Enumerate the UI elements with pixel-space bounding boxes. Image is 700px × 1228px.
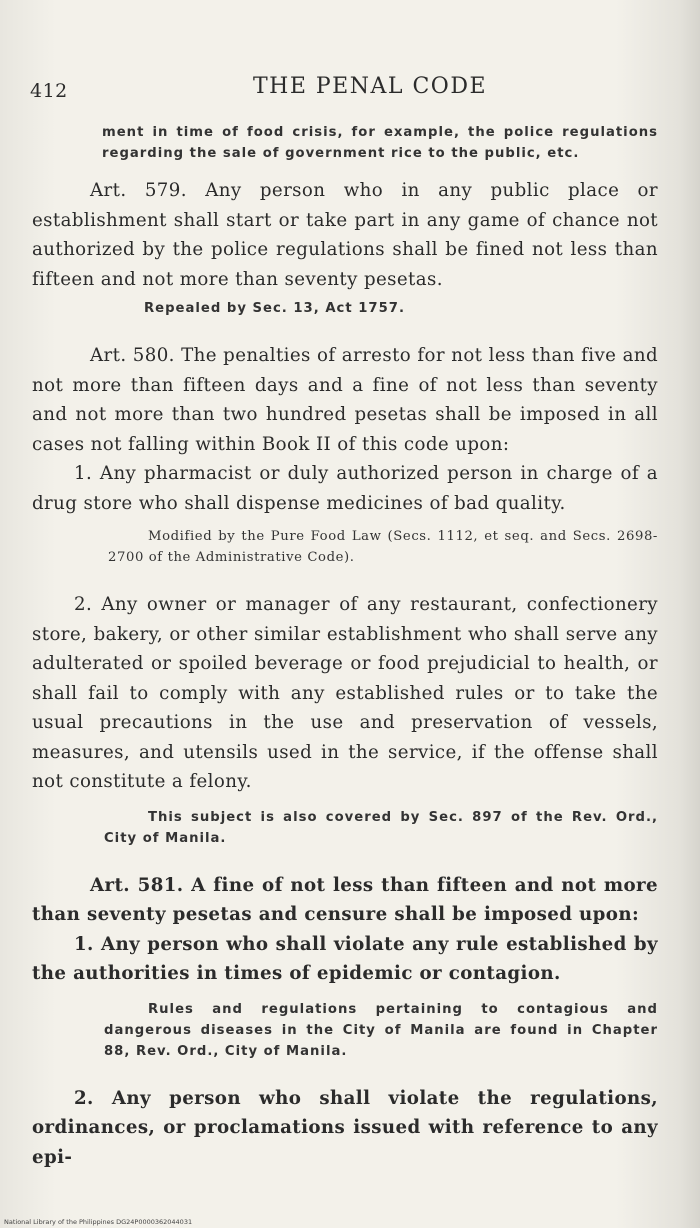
- article-580-item-2-note: This subject is also covered by Sec. 897 of the Rev. Ord., City of Manila.: [104, 809, 658, 846]
- article-581-item-2: 2. Any person who shall violate the regulations, ordinances, or proclamations issued with reference to any epi-: [32, 1087, 658, 1168]
- scan-credit: National Library of the Philippines DG24P0000362044031: [4, 1218, 193, 1226]
- page-header: [30, 74, 670, 104]
- article-580-item-1: 1. Any pharmacist or duly authorized person in charge of a drug store who shall dispense medicines of bad quality.: [32, 463, 658, 514]
- article-580: Art. 580. The penalties of arresto for not less than five and not more than fifteen days and a fine of not less than seventy and not more than two hundred pesetas shall be imposed in all cases not falling within Book II of this code upon:: [32, 345, 658, 455]
- article-580-item-2: 2. Any owner or manager of any restaurant, confectionery store, bakery, or other similar establishment who shall serve any adulterated or spoiled beverage or food prejudicial to health, or shall fail to comply with any established rules or to take the usual precautions in the use and preservation of vessels, measures, and utensils used in the service, if the offense shall not constitute a felony.: [32, 594, 658, 792]
- article-581: Art. 581. A fine of not less than fifteen and not more than seventy pesetas and censure shall be imposed upon:: [32, 874, 658, 925]
- article-580-item-1-note: Modified by the Pure Food Law (Secs. 1112, et seq. and Secs. 2698-2700 of the Administrative Code).: [108, 529, 658, 565]
- article-581-item-1-note: Rules and regulations pertaining to contagious and dangerous diseases in the City of Manila are found in Chapter 88, Rev. Ord., City of Manila.: [104, 1001, 658, 1059]
- continuation-note: ment in time of food crisis, for example, the police regulations regarding the sale of government rice to the public, etc.: [102, 125, 658, 161]
- running-title: THE PENAL CODE: [252, 74, 488, 99]
- article-579: Art. 579. Any person who in any public place or establishment shall start or take part in any game of chance not authorized by the police regulations shall be fined not less than fifteen and not more than seventy pesetas.: [32, 180, 658, 290]
- page-body: [32, 118, 658, 1172]
- article-579-note: Repealed by Sec. 13, Act 1757.: [144, 301, 405, 316]
- article-581-item-1: 1. Any person who shall violate any rule established by the authorities in times of epidemic or contagion.: [32, 933, 658, 984]
- page-number: 412: [30, 80, 68, 102]
